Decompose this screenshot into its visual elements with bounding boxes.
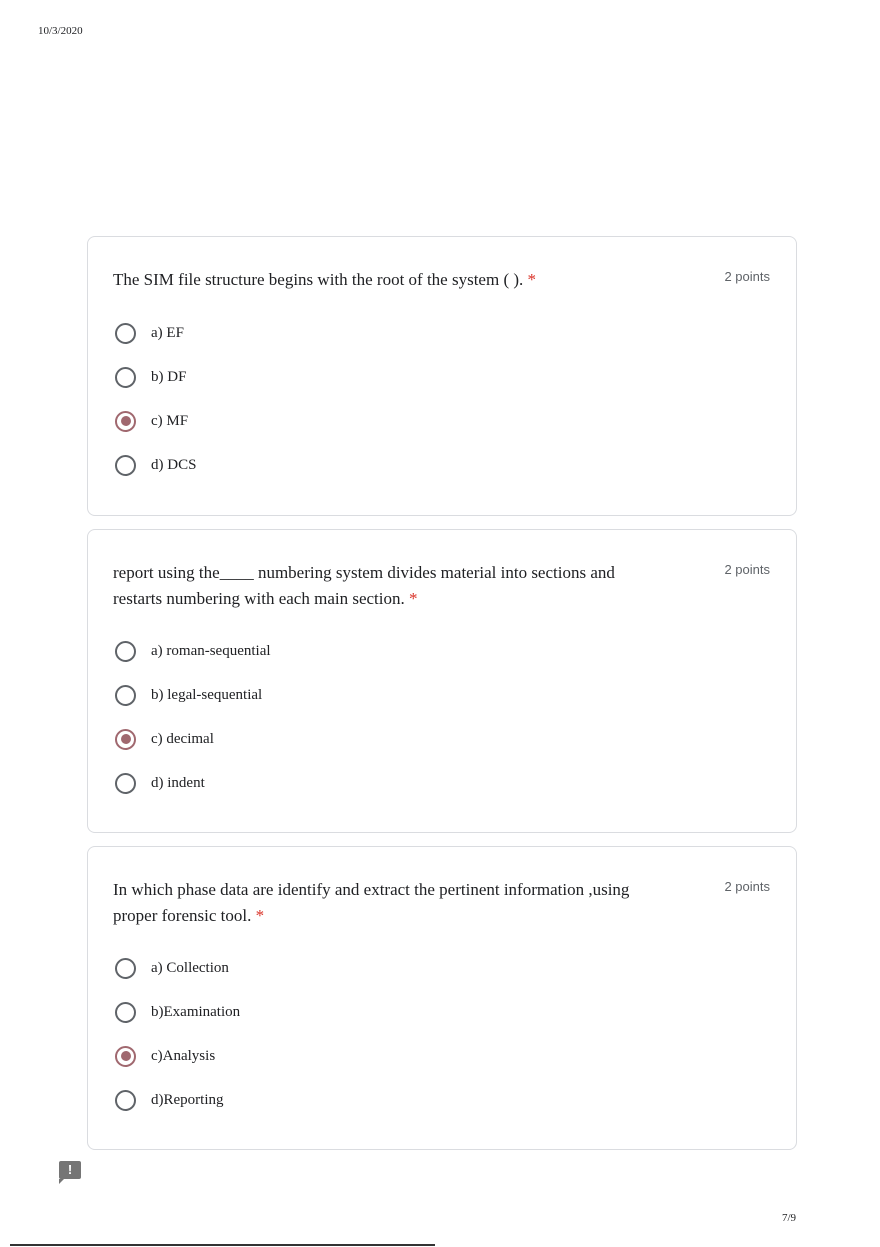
radio-icon[interactable] xyxy=(115,729,136,750)
option-radio[interactable] xyxy=(115,1044,215,1068)
question-text xyxy=(113,267,643,293)
option-label: d)Reporting xyxy=(151,1091,224,1108)
print-date: 10/3/2020 xyxy=(38,25,83,37)
question-text xyxy=(113,560,643,612)
radio-icon[interactable] xyxy=(115,411,136,432)
divider xyxy=(10,1244,435,1246)
required-marker: * xyxy=(527,270,537,289)
question-card xyxy=(87,236,797,516)
option-radio[interactable] xyxy=(115,1088,224,1112)
option-radio[interactable] xyxy=(115,453,196,477)
option-radio[interactable] xyxy=(115,365,186,389)
option-label: a) roman-sequential xyxy=(151,642,271,659)
radio-icon[interactable] xyxy=(115,455,136,476)
required-marker: * xyxy=(255,906,265,925)
points-label: 2 points xyxy=(724,269,770,284)
option-radio[interactable] xyxy=(115,956,229,980)
points-label: 2 points xyxy=(724,879,770,894)
option-radio[interactable] xyxy=(115,1000,240,1024)
option-radio[interactable] xyxy=(115,771,205,795)
option-radio[interactable] xyxy=(115,409,188,433)
question-card xyxy=(87,846,797,1150)
question-label: In which phase data are identify and extract the pertinent information ,using proper forensic tool. xyxy=(113,880,630,925)
option-label: d) DCS xyxy=(151,456,197,473)
option-radio[interactable] xyxy=(115,639,271,663)
option-label: c) decimal xyxy=(151,730,214,747)
option-label: b)Examination xyxy=(151,1003,241,1020)
option-label: a) EF xyxy=(151,324,184,341)
radio-icon[interactable] xyxy=(115,685,136,706)
radio-icon[interactable] xyxy=(115,1046,136,1067)
radio-icon[interactable] xyxy=(115,773,136,794)
radio-icon[interactable] xyxy=(115,641,136,662)
radio-icon[interactable] xyxy=(115,323,136,344)
option-radio[interactable] xyxy=(115,321,184,345)
option-radio[interactable] xyxy=(115,727,214,751)
option-label: d) indent xyxy=(151,774,205,791)
radio-icon[interactable] xyxy=(115,958,136,979)
question-text xyxy=(113,877,643,929)
page-number: 7/9 xyxy=(782,1212,797,1224)
option-label: c)Analysis xyxy=(151,1047,216,1064)
radio-icon[interactable] xyxy=(115,1002,136,1023)
option-label: c) MF xyxy=(151,412,189,429)
question-label: The SIM file structure begins with the root of the system ( ). xyxy=(113,270,524,289)
question-card xyxy=(87,529,797,833)
option-label: b) DF xyxy=(151,368,187,385)
radio-icon[interactable] xyxy=(115,1090,136,1111)
option-radio[interactable] xyxy=(115,683,262,707)
points-label: 2 points xyxy=(724,562,770,577)
radio-icon[interactable] xyxy=(115,367,136,388)
question-label: report using the____ numbering system divides material into sections and restarts numbering with each main section. xyxy=(113,563,615,608)
option-label: b) legal-sequential xyxy=(151,686,263,703)
option-label: a) Collection xyxy=(151,959,229,976)
feedback-icon[interactable]: ! xyxy=(59,1161,81,1179)
required-marker: * xyxy=(409,589,418,608)
